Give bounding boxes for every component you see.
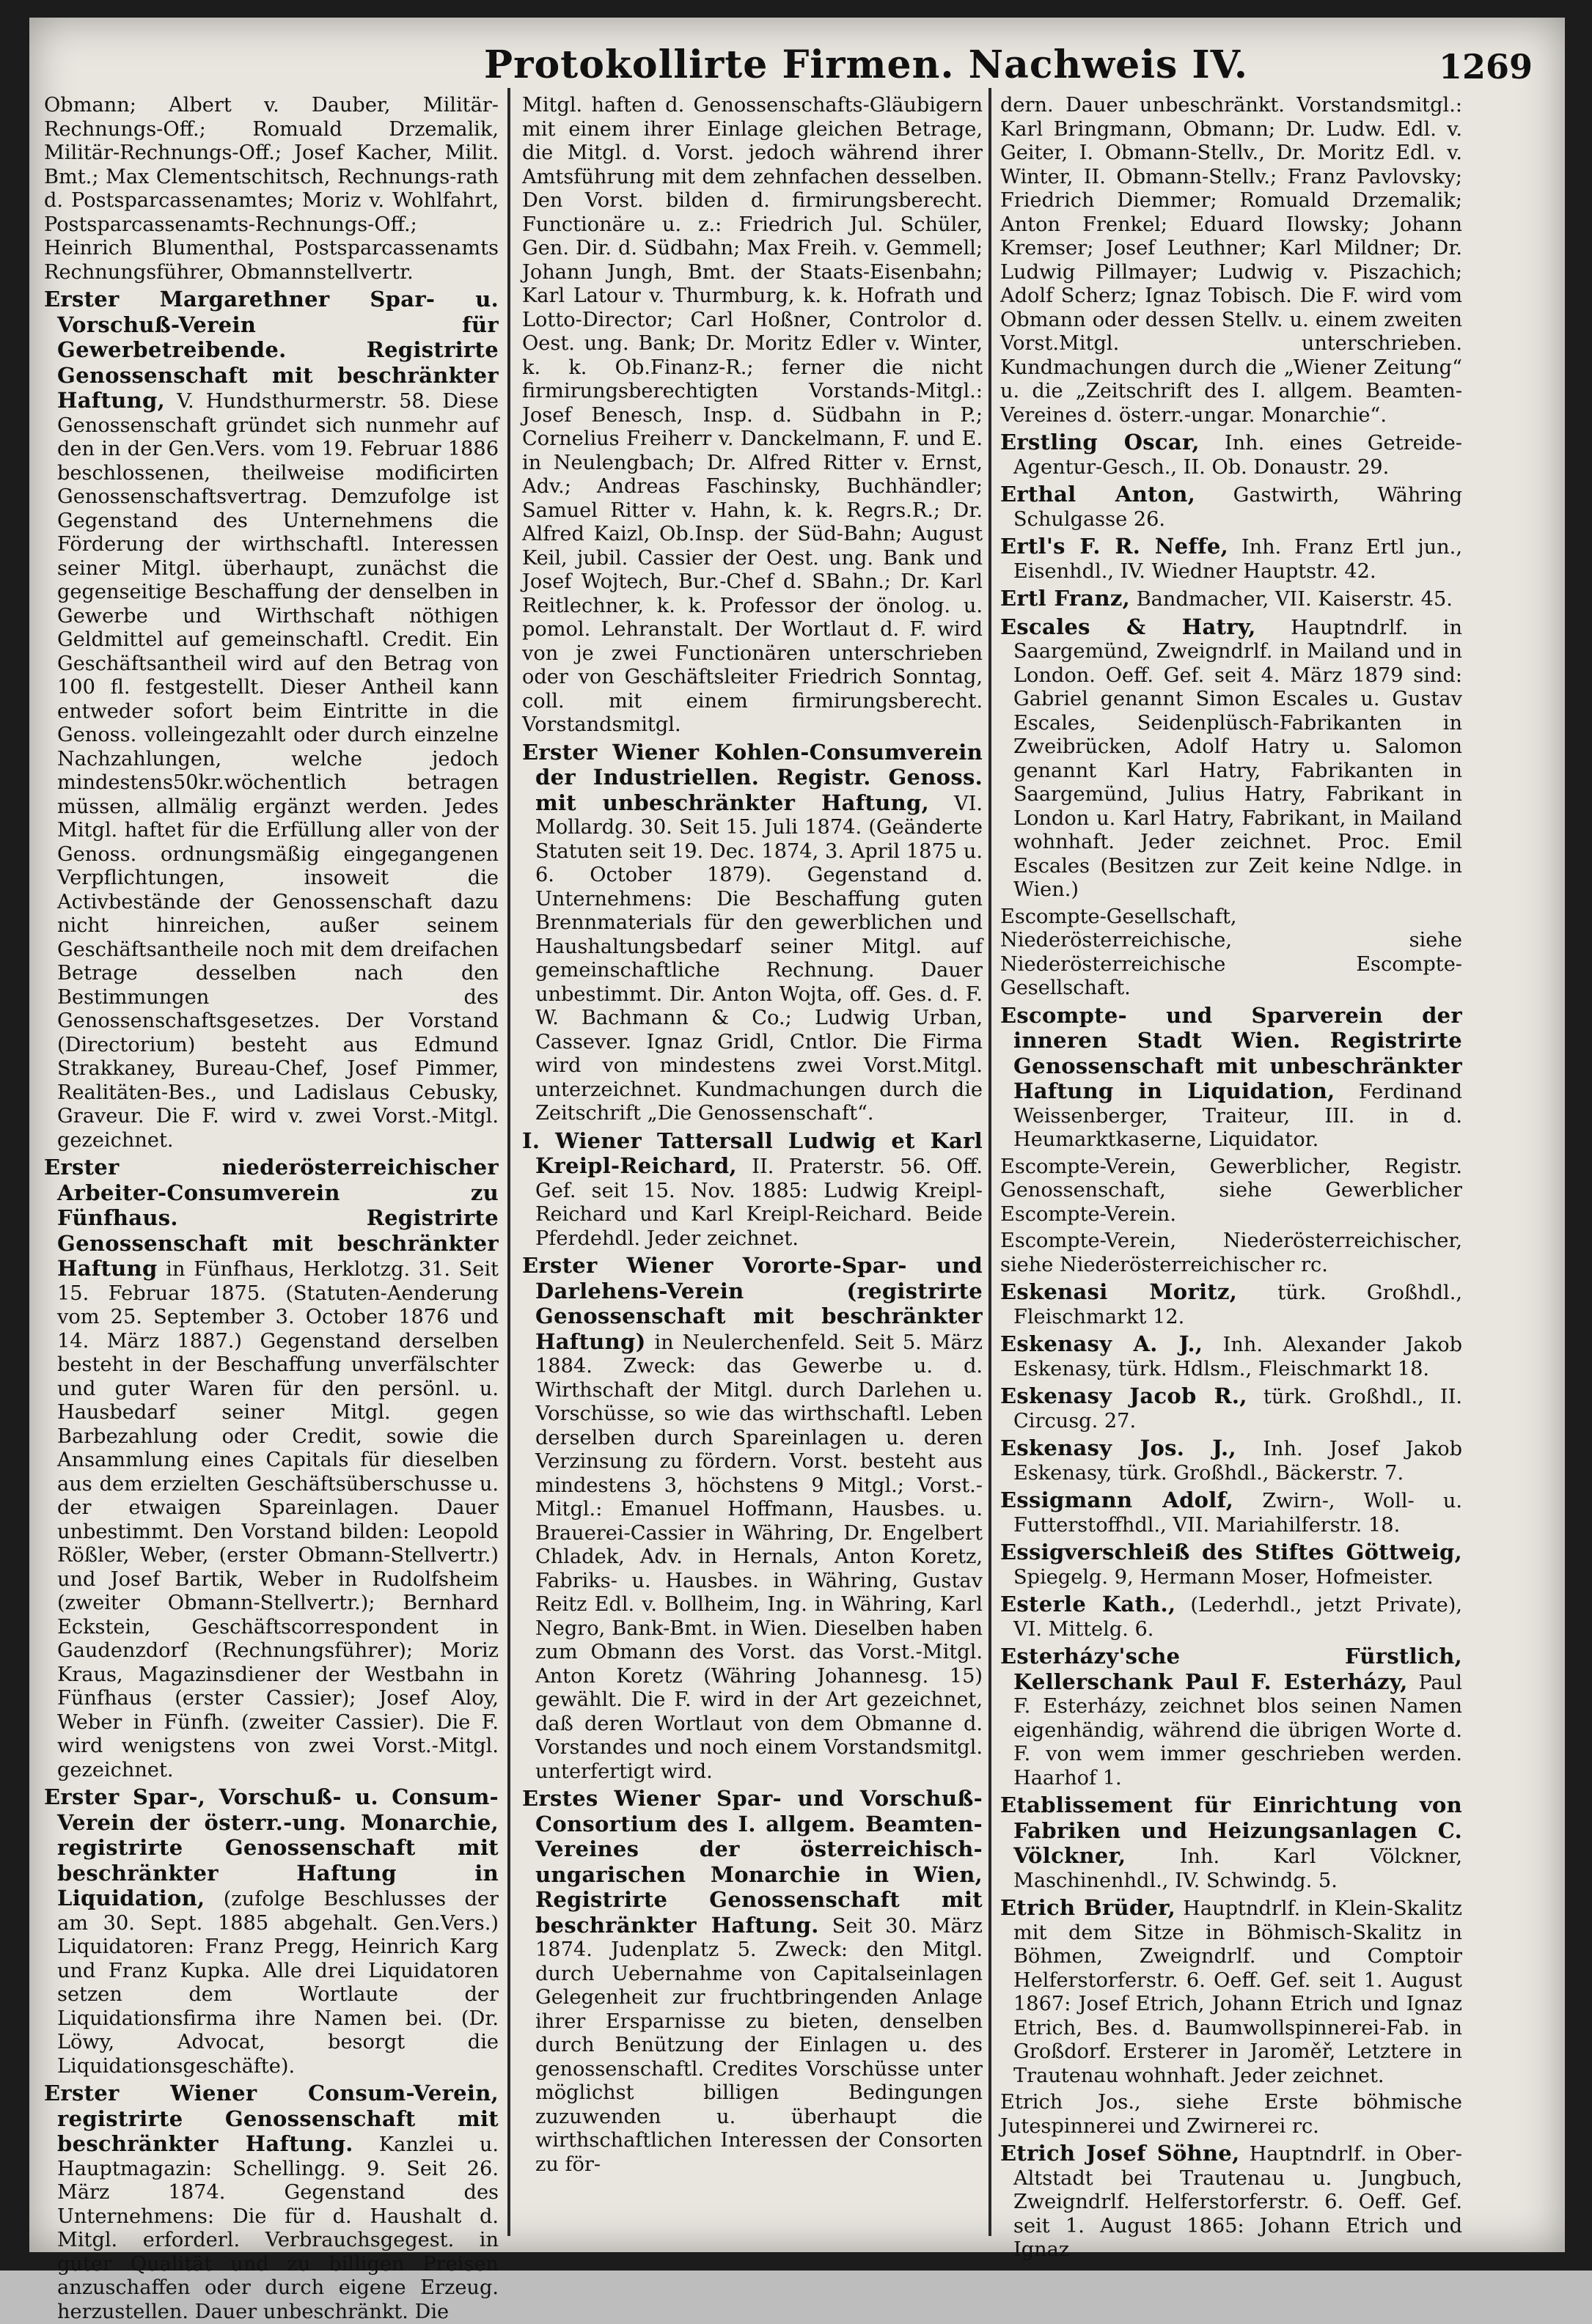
entry-text: in Fünfhaus, Herklotzg. 31. Seit 15. Februar 1875. (Statuten-Aenderung vom 25. September 3. October 1876 und 14. März 1887.) Gegenstand derselben besteht in der Beschaffung unverfälschter und guter Waren für den persönl. u. Hausbedarf seiner Mitgl. gegen Barbezahlung oder Credit, sowie die Ansammlung eines Capitals für dieselben aus dem erzielten Geschäftsüberschusse u. der etwaigen Spareinlagen. Dauer unbestimmt. Den Vorstand bilden: Leopold Rößler, Weber, (erster Obmann-Stellvertr.) und Josef Bartik, Weber in Rudolfsheim (zweiter Obmann-Stellvertr.); Bernhard Eckstein, Geschäftscorrespondent in Gaudenzdorf (Rechnungsführer); Moriz Kraus, Magazinsdiener der Westbahn in Fünfhaus (erster Cassier); Josef Aloy, Weber in Fünfh. (zweiter Cassier). Die F. wird wenigstens von zwei Vorst.-Mitgl. gezeichnet. — [57, 1258, 499, 1781]
entry-text: Inh. Alexander Jakob Eskenasy, türk. Hdlsm., Fleischmarkt 18. — [1013, 1334, 1462, 1380]
directory-entry — [44, 2081, 499, 2324]
firm-name: Ertl's F. R. Neffe, — [1000, 534, 1229, 559]
firm-name: Escales & Hatry, — [1000, 614, 1256, 639]
entry-text: II. Praterstr. 56. Off. Gef. seit 15. Nov. 1885: Ludwig Kreipl-Reichard und Karl Kreipl-Reichard. Beide Pferdehdl. Jeder zeichnet. — [535, 1155, 983, 1250]
firm-name: Essigmann Adolf, — [1000, 1488, 1234, 1512]
entry-text: Escompte-Verein, Gewerblicher, Registr. Genossenschaft, siehe Gewerblicher Escompte-Verein. — [1000, 1155, 1462, 1226]
firm-name: Erster Wiener Kohlen-Consumverein der Industriellen. Registr. Genoss. mit unbeschränkter Haftung, — [522, 739, 983, 815]
page-number: 1269 — [1438, 47, 1533, 87]
entry-text: Mitgl. haften d. Genossenschafts-Gläubigern mit einem ihrer Einlage gleichen Betrage, die Mitgl. d. Vorst. jedoch während ihrer Amtsführung mit dem zehnfachen desselben. Den Vorst. bilden d. firmirungsberecht. Functionäre u. z.: Friedrich Jul. Schüler, Gen. Dir. d. Südbahn; Max Freih. v. Gemmell; Johann Jungh, Bmt. der Staats-Eisenbahn; Karl Latour v. Thurmburg, k. k. Hofrath und Lotto-Director; Carl Hoßner, Controlor d. Oest. ung. Bank; Dr. Moritz Edler v. Winter, k. k. Ob.Finanz-R.; ferner die nicht firmirungsberechtigten Vorstands-Mitgl.: Josef Benesch, Insp. d. Südbahn in P.; Cornelius Freiherr v. Danckelmann, F. und E. in Neulengbach; Dr. Alfred Ritter v. Ernst, Adv.; Andreas Faschinsky, Buchhändler; Samuel Ritter v. Hahn, k. k. Regrs.R.; Dr. Alfred Kaizl, Ob.Insp. der Süd-Bahn; August Keil, jubil. Cassier der Oest. ung. Bank und Josef Wojtech, Bur.-Chef d. SBahn.; Dr. Karl Reitlechner, k. k. Professor der önolog. u. pomol. Lehranstalt. Der Wortlaut d. F. wird von je zwei Functionären unterschrieben oder von Geschäftsleiter Friedrich Sonntag, coll. mit einem firmirungsberecht. Vorstandsmitgl. — [522, 94, 983, 736]
entry-text: türk. Großhdl., Fleischmarkt 12. — [1013, 1281, 1462, 1328]
entry-text: Inh. Karl Völckner, Maschinenhdl., IV. Schwindg. 5. — [1013, 1845, 1462, 1892]
firm-name: Escompte- und Sparverein der inneren Stadt Wien. Registrirte Genossenschaft mit unbeschränkter Haftung in Liquidation, — [1000, 1002, 1462, 1103]
entry-text: Inh. Franz Ertl jun., Eisenhdl., IV. Wiedner Hauptstr. 42. — [1013, 536, 1462, 583]
entry-text: Bandmacher, VII. Kaiserstr. 45. — [1136, 588, 1453, 611]
directory-entry — [522, 94, 983, 738]
directory-entry — [44, 1785, 499, 2078]
entry-text: Hauptndrlf. in Klein-Skalitz mit dem Sitze in Böhmisch-Skalitz in Böhmen, Zweigndrlf. und Comptoir Helferstorferstr. 6. Oeff. Gef. seit 1. August 1867: Josef Etrich, Johann Etrich und Ignaz Etrich, Bes. d. Baumwollspinnerei-Fab. in Großdorf. Ersterer in Jaroměř, Letztere in Trautenau wohnhaft. Jeder zeichnet. — [1013, 1897, 1462, 2087]
entry-text: dern. Dauer unbeschränkt. Vorstandsmitgl.: Karl Bringmann, Obmann; Dr. Ludw. Edl. v. Geiter, I. Obmann-Stellv., Dr. Moritz Edl. v. Winter, II. Obmann-Stellv.; Franz Pavlovsky; Friedrich Diemmer; Romuald Drzemalik; Anton Frenkel; Eduard Ilowsky; Johann Kremser; Josef Leuthner; Karl Mildner; Dr. Ludwig Pillmayer; Ludwig v. Piszachich; Adolf Scherz; Ignaz Tobisch. Die F. wird vom Obmann oder dessen Stellv. u. einem zweiten Vorst.Mitgl. unterschrieben. Kundmachungen durch die „Wiener Zeitung“ u. die „Zeitschrift des I. allgem. Beamten-Vereines d. österr.-ungar. Monarchie“. — [1000, 94, 1462, 427]
firm-name: Erstes Wiener Spar- und Vorschuß-Consortium des I. allgem. Beamten-Vereines der österreichisch-ungarischen Monarchie in Wien, Registrirte Genossenschaft mit beschränkter Haftung. — [522, 1786, 983, 1938]
firm-name: Etrich Josef Söhne, — [1000, 2141, 1240, 2166]
firm-name: Erster Wiener Vororte-Spar- und Darlehens-Verein (registrirte Genossenschaft mit beschränkter Haftung) — [522, 1253, 983, 1354]
entry-text: (Lederhdl., jetzt Private), VI. Mittelg. 6. — [1013, 1594, 1462, 1641]
firm-name: I. Wiener Tattersall Ludwig et Karl Kreipl-Reichard, — [522, 1128, 983, 1178]
directory-entry — [1000, 586, 1462, 612]
entry-text: Spiegelg. 9, Hermann Moser, Hofmeister. — [1013, 1565, 1434, 1589]
firm-name: Essigverschleiß des Stiftes Göttweig, — [1000, 1540, 1462, 1564]
entry-text: Escompte-Gesellschaft, Niederösterreichische, siehe Niederösterreichische Escompte-Gesellschaft. — [1000, 905, 1462, 999]
directory-entry — [1000, 1488, 1462, 1537]
directory-entry — [1000, 430, 1462, 479]
entry-text: in Neulerchenfeld. Seit 5. März 1884. Zweck: das Gewerbe u. d. Wirthschaft der Mitgl. durch Darlehen u. Vorschüsse, so wie das wirthschaftl. Leben derselben durch Spareinlagen u. deren Verzinsung zu fördern. Vorst. besteht aus mindestens 3, höchstens 9 Mitgl.; Vorst.-Mitgl.: Emanuel Hoffmann, Hausbes. u. Brauerei-Cassier in Währing, Dr. Engelbert Chladek, Adv. in Hernals, Anton Koretz, Fabriks- u. Hausbes. in Währing, Gustav Reitz Edl. v. Bollheim, Ing. in Währing, Karl Negro, Bank-Bmt. in Wien. Dieselben haben zum Obmann des Vorst. das Vorst.-Mitgl. Anton Koretz (Währing Johannesg. 15) gewählt. Die F. wird in der Art gezeichnet, daß deren Wortlaut von dem Obmanne d. Vorstandes und noch einem Vorstandsmitgl. unterfertigt wird. — [535, 1331, 983, 1783]
entry-text: Paul F. Esterházy, zeichnet blos seinen Namen eigenhändig, während die übrigen Worte d. F. von wem immer geschrieben werden. Haarhof 1. — [1013, 1671, 1462, 1790]
firm-name: Eskenasy A. J., — [1000, 1331, 1203, 1356]
column-divider — [988, 88, 991, 2236]
entry-text: Escompte-Verein, Niederösterreichischer, siehe Niederösterreichischer rc. — [1000, 1229, 1462, 1276]
directory-entry — [522, 1254, 983, 1784]
directory-entry — [1000, 1384, 1462, 1433]
directory-entry — [1000, 1896, 1462, 2088]
entry-text: Ferdinand Weissenberger, Traiteur, III. in d. Heumarktkaserne, Liquidator. — [1013, 1081, 1462, 1151]
entry-text: Zwirn-, Woll- u. Futterstoffhdl., VII. Mariahilferstr. 18. — [1013, 1490, 1462, 1537]
directory-entry — [522, 740, 983, 1126]
entry-text: Hauptndrlf. in Saargemünd, Zweigndrlf. in Mailand und in London. Oeff. Gef. seit 4. März 1879 sind: Gabriel genannt Simon Escales u. Gustav Escales, Seidenplüsch-Fabrikanten in Zweibrücken, Adolf Hatry u. Salomon genannt Karl Hatry, Fabrikanten in Saargemünd, Julius Hatry, Fabrikant in London u. Karl Hatry, Fabrikant, in Mailand wohnhaft. Jeder zeichnet. Proc. Emil Escales (Besitzen zur Zeit keine Ndlge. in Wien.) — [1013, 616, 1462, 901]
directory-entry — [1000, 905, 1462, 1001]
firm-name: Etablissement für Einrichtung von Fabriken und Heizungsanlagen C. Völckner, — [1000, 1792, 1462, 1868]
entry-text: (zufolge Beschlusses der am 30. Sept. 1885 abgehalt. Gen.Vers.) Liquidatoren: Franz Pregg, Heinrich Karg und Franz Kupka. Alle drei Liquidatoren setzen dem Wortlaute der Liquidationsfirma ihre Namen bei. (Dr. Löwy, Advocat, besorgt die Liquidationsgeschäfte). — [57, 1888, 499, 2078]
firm-name: Eskenasy Jos. J., — [1000, 1435, 1236, 1460]
directory-entry — [1000, 1155, 1462, 1227]
entry-text: Kanzlei u. Hauptmagazin: Schellingg. 9. Seit 26. März 1874. Gegenstand des Unternehmens: Die für d. Haushalt d. Mitgl. erforderl. Verbrauchsgegest. in guter Qualität und zu billigen Preisen anzuschaffen oder durch eigene Erzeug. herzustellen. Dauer unbeschränkt. Die — [57, 2133, 499, 2323]
firm-name: Eskenasi Moritz, — [1000, 1279, 1238, 1304]
directory-entry — [1000, 534, 1462, 584]
directory-entry — [1000, 482, 1462, 532]
directory-entry — [1000, 1229, 1462, 1277]
entry-text: V. Hundsthurmerstr. 58. Diese Genossenschaft gründet sich nunmehr auf den in der Gen.Vers. vom 19. Februar 1886 beschlossenen, theilweise modificirten Genossenschaftsvertrag. Demzufolge ist Gegenstand des Unternehmens die Förderung der wirthschaftl. Interessen seiner Mitgl. überhaupt, zunächst die gegenseitige Beschaffung der denselben in Gewerbe und Wirthschaft nöthigen Geldmittel auf gemeinschaftl. Credit. Ein Geschäftsantheil wird auf den Betrag von 100 fl. festgestellt. Dieser Antheil kann entweder sofort beim Eintritte in die Genoss. volleingezahlt oder durch einzelne Nachzahlungen, welche jedoch mindestens50kr.wöchentlich betragen müssen, allmälig ergänzt werden. Jedes Mitgl. haftet für die Erfüllung aller von der Genoss. ordnungsmäßig eingegangenen Verpflichtungen, insoweit die Activbestände der Genossenschaft dazu nicht hinreichen, außer seinem Geschäftsantheile noch mit dem dreifachen Betrage desselben nach den Bestimmungen des Genossenschaftsgesetzes. Der Vorstand (Directorium) besteht aus Edmund Strakkaney, Bureau-Chef, Josef Pimmer, Realitäten-Bes., und Ladislaus Cebusky, Graveur. Die F. wird v. zwei Vorst.-Mitgl. gezeichnet. — [57, 390, 499, 1152]
directory-entry — [1000, 615, 1462, 902]
directory-entry — [1000, 1592, 1462, 1641]
directory-entry — [1000, 1793, 1462, 1893]
text-column-1 — [44, 94, 499, 2323]
firm-name: Erster Spar-, Vorschuß- u. Consum-Verein der österr.-ung. Monarchie, registrirte Genossenschaft mit beschränkter Haftung in Liquidation, — [44, 1784, 499, 1911]
entry-text: Seit 30. März 1874. Judenplatz 5. Zweck: den Mitgl. durch Uebernahme von Capitalseinlagen Gelegenheit zur fruchtbringenden Anlage ihrer Ersparnisse zu bieten, denselben durch Benützung der Einlagen u. des genossenschaftl. Credites Vorschüsse unter möglichst billigen Bedingungen zuzuwenden u. überhaupt die wirthschaftlichen Interessen der Consorten zu för- — [535, 1914, 983, 2176]
directory-entry — [1000, 1004, 1462, 1152]
directory-entry — [1000, 2141, 1462, 2262]
page-header — [29, 29, 1533, 103]
firm-name: Esterházy'sche Fürstlich, Kellerschank Paul F. Esterházy, — [1000, 1644, 1462, 1694]
entry-text: türk. Großhdl., II. Circusg. 27. — [1013, 1386, 1462, 1433]
directory-entry — [1000, 1280, 1462, 1329]
directory-entry — [1000, 1436, 1462, 1485]
entry-text: Obmann; Albert v. Dauber, Militär-Rechnungs-Off.; Romuald Drzemalik, Militär-Rechnungs-Off.; Josef Kacher, Milit. Bmt.; Max Clementschitsch, Rechnungs-rath d. Postsparcassenamtes; Moriz v. Wohlfahrt, Postsparcassenamts-Rechnungs-Off.; Heinrich Blumenthal, Postsparcassenamts Rechnungsführer, Obmannstellvertr. — [44, 94, 499, 284]
directory-entry — [44, 287, 499, 1152]
firm-name: Erster niederösterreichischer Arbeiter-Consumverein zu Fünfhaus. Registrirte Genossenschaft mit beschränkter Haftung — [44, 1155, 499, 1281]
text-column-2 — [522, 94, 983, 2235]
entry-text: Hauptndrlf. in Ober-Altstadt bei Trautenau u. Jungbuch, Zweigndrlf. Helferstorferstr. 6. Oeff. Gef. seit 1. August 1865: Johann Etrich und Ignaz — [1013, 2143, 1462, 2261]
firm-name: Etrich Brüder, — [1000, 1895, 1176, 1920]
column-divider — [507, 88, 510, 2236]
firm-name: Erster Wiener Consum-Verein, registrirte Genossenschaft mit beschränkter Haftung. — [44, 2081, 499, 2156]
entry-text: Inh. eines Getreide-Agentur-Gesch., II. Ob. Donaustr. 29. — [1013, 432, 1462, 479]
firm-name: Ertl Franz, — [1000, 586, 1130, 611]
firm-name: Erster Margarethner Spar- u. Vorschuß-Verein für Gewerbetreibende. Registrirte Genossenschaft mit beschränkter Haftung, — [44, 287, 499, 413]
directory-entry — [44, 94, 499, 284]
firm-name: Erthal Anton, — [1000, 482, 1196, 507]
directory-entry — [522, 1129, 983, 1251]
firm-name: Esterle Kath., — [1000, 1592, 1176, 1617]
directory-entry — [1000, 2091, 1462, 2139]
directory-entry — [1000, 94, 1462, 427]
entry-text: Etrich Jos., siehe Erste böhmische Jutespinnerei und Zwirnerei rc. — [1000, 2091, 1462, 2138]
entry-text: Gastwirth, Währing Schulgasse 26. — [1013, 484, 1462, 531]
firm-name: Erstling Oscar, — [1000, 430, 1200, 455]
entry-text: Inh. Josef Jakob Eskenasy, türk. Großhdl., Bäckerstr. 7. — [1013, 1438, 1462, 1485]
directory-entry — [1000, 1332, 1462, 1381]
directory-entry — [44, 1155, 499, 1782]
directory-entry — [1000, 1644, 1462, 1790]
entry-text: VI. Mollardg. 30. Seit 15. Juli 1874. (Geänderte Statuten seit 19. Dec. 1874, 3. April 1875 u. 6. October 1879). Gegenstand d. Unternehmens: Die Beschaffung guten Brennmaterials für den gewerblichen und Haushaltungsbedarf seiner Mitgl. auf gemeinschaftliche Rechnung. Dauer unbestimmt. Dir. Anton Wojta, off. Ges. d. F. W. Bachmann & Co.; Ludwig Urban, Cassever. Ignaz Gridl, Cntlor. Die Firma wird von mindestens zwei Vorst.Mitgl. unterzeichnet. Kundmachungen durch die Zeitschrift „Die Genossenschaft“. — [535, 792, 983, 1125]
directory-entry — [522, 1787, 983, 2177]
firm-name: Eskenasy Jacob R., — [1000, 1383, 1247, 1408]
text-column-3 — [1000, 94, 1462, 2261]
running-head: Protokollirte Firmen. Nachweis IV. — [484, 43, 1249, 87]
directory-entry — [1000, 1540, 1462, 1589]
